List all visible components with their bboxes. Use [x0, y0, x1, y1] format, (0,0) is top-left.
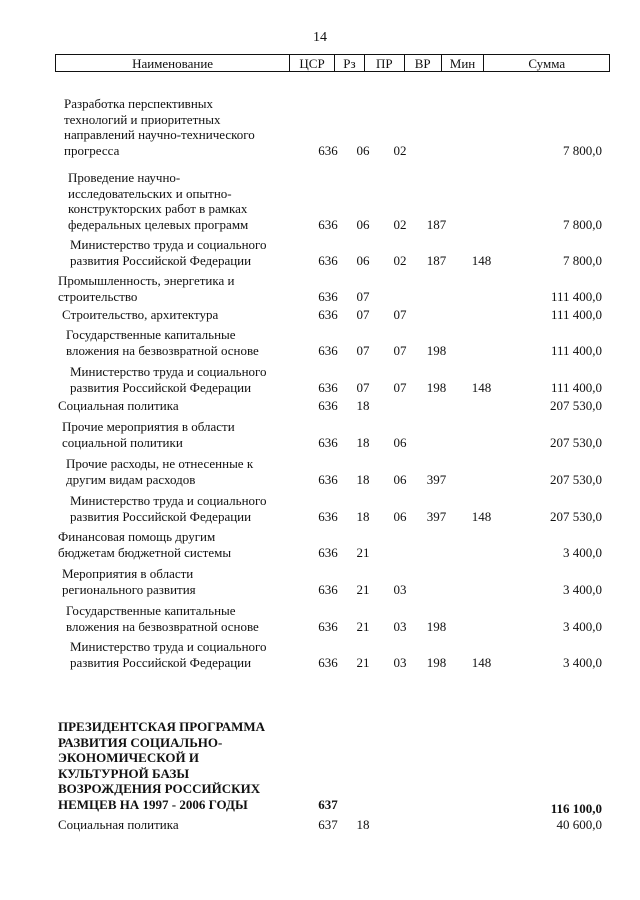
cell-min: 148	[471, 379, 492, 395]
cell-vr: 198	[426, 379, 447, 395]
table-row	[0, 493, 640, 524]
row-name-line: развития Российской Федерации	[70, 654, 252, 670]
row-name	[58, 529, 298, 560]
cell-sum: 111 400,0	[550, 342, 602, 358]
row-name-line: Финансовая помощь другим	[58, 529, 216, 544]
row-name-line: социальной политики	[62, 434, 183, 450]
row-name	[68, 170, 308, 232]
table-row	[0, 273, 640, 304]
cell-rz: 06	[356, 142, 370, 158]
cell-sum: 207 530,0	[550, 434, 602, 450]
cell-min: 148	[471, 654, 492, 670]
table-row	[0, 96, 640, 158]
cell-csr: 636	[318, 581, 338, 597]
cell-csr: 636	[318, 654, 338, 670]
cell-rz: 18	[356, 471, 370, 487]
row-name-line: ЭКОНОМИЧЕСКОЙ И	[58, 750, 199, 765]
cell-pr: 07	[393, 379, 407, 395]
cell-pr: 07	[393, 306, 407, 322]
cell-csr: 636	[318, 397, 338, 413]
row-name	[66, 456, 306, 487]
cell-csr: 636	[318, 471, 338, 487]
cell-pr: 07	[393, 342, 407, 358]
table-row	[0, 397, 640, 413]
row-name	[62, 419, 302, 450]
cell-vr: 397	[426, 471, 447, 487]
row-name-line: развития Российской Федерации	[70, 252, 252, 268]
table-row	[0, 327, 640, 358]
table-row	[0, 719, 640, 816]
row-name-line: Государственные капитальные	[66, 603, 236, 618]
row-name-line: Промышленность, энергетика и	[58, 273, 235, 288]
row-name	[70, 364, 310, 395]
cell-sum: 207 530,0	[550, 508, 602, 524]
row-name-line: НЕМЦЕВ НА 1997 - 2006 ГОДЫ	[58, 796, 248, 812]
cell-sum: 111 400,0	[550, 306, 602, 322]
row-name-line: бюджетам бюджетной системы	[58, 544, 232, 560]
cell-pr: 03	[393, 618, 407, 634]
cell-sum: 3 400,0	[563, 654, 602, 670]
row-name	[70, 493, 310, 524]
cell-rz: 18	[356, 434, 370, 450]
row-name-line: вложения на безвозвратной основе	[66, 618, 259, 634]
table-row	[0, 566, 640, 597]
cell-rz: 06	[356, 252, 370, 268]
row-name-line: федеральных целевых программ	[68, 216, 249, 232]
cell-pr: 06	[393, 508, 407, 524]
cell-min: 148	[471, 508, 492, 524]
cell-csr: 636	[318, 544, 338, 560]
cell-pr: 02	[393, 142, 407, 158]
table-row	[0, 364, 640, 395]
row-name-line: Строительство, архитектура	[62, 306, 219, 322]
cell-rz: 07	[356, 288, 370, 304]
cell-rz: 06	[356, 216, 370, 232]
row-name-line: Прочие мероприятия в области	[62, 419, 235, 434]
cell-rz: 07	[356, 306, 370, 322]
cell-csr: 636	[318, 618, 338, 634]
cell-sum: 3 400,0	[563, 544, 602, 560]
cell-rz: 21	[356, 544, 370, 560]
row-name-line: регионального развития	[62, 581, 196, 597]
cell-rz: 18	[356, 397, 370, 413]
row-name-line: исследовательских и опытно-	[68, 185, 232, 201]
header-sum: Сумма	[528, 56, 566, 71]
cell-pr: 03	[393, 581, 407, 597]
row-name	[62, 307, 302, 323]
row-name-line: КУЛЬТУРНОЙ БАЗЫ	[58, 765, 190, 781]
cell-vr: 187	[426, 252, 447, 268]
cell-csr: 636	[318, 306, 338, 322]
row-name-line: развития Российской Федерации	[70, 508, 252, 524]
cell-pr: 02	[393, 252, 407, 268]
table-row	[0, 529, 640, 560]
row-name	[70, 237, 310, 268]
row-name-line: Министерство труда и социального	[70, 493, 267, 508]
row-name-line: вложения на безвозвратной основе	[66, 342, 259, 358]
cell-vr: 187	[426, 216, 447, 232]
header-vr: ВР	[405, 55, 442, 71]
table-row	[0, 237, 640, 268]
row-name-line: Социальная политика	[58, 816, 179, 832]
cell-pr: 02	[393, 216, 407, 232]
cell-vr: 397	[426, 508, 447, 524]
row-name-line: Социальная политика	[58, 397, 179, 413]
cell-csr: 636	[318, 142, 338, 158]
cell-csr: 636	[318, 216, 338, 232]
cell-csr: 637	[318, 796, 338, 812]
row-name-line: технологий и приоритетных	[64, 111, 221, 127]
row-name-line: развития Российской Федерации	[70, 379, 252, 395]
cell-vr: 198	[426, 654, 447, 670]
cell-sum: 7 800,0	[563, 252, 602, 268]
row-name	[66, 603, 306, 634]
row-name-line: Министерство труда и социального	[70, 364, 267, 379]
cell-rz: 18	[356, 816, 370, 832]
cell-sum: 111 400,0	[550, 288, 602, 304]
table-row	[0, 306, 640, 322]
header-min: Мин	[442, 55, 485, 71]
cell-sum: 3 400,0	[563, 581, 602, 597]
cell-pr: 06	[393, 434, 407, 450]
row-name-line: ВОЗРОЖДЕНИЯ РОССИЙСКИХ	[58, 781, 261, 796]
table-row	[0, 603, 640, 634]
row-name-line: Министерство труда и социального	[70, 639, 267, 654]
row-name	[58, 817, 298, 833]
cell-vr: 198	[426, 618, 447, 634]
row-name-line: Государственные капитальные	[66, 327, 236, 342]
cell-rz: 21	[356, 618, 370, 634]
row-name-line: другим видам расходов	[66, 471, 196, 487]
cell-sum: 116 100,0	[550, 800, 602, 816]
cell-vr: 198	[426, 342, 447, 358]
row-name	[62, 566, 302, 597]
row-name-line: Министерство труда и социального	[70, 237, 267, 252]
row-name-line: Прочие расходы, не отнесенные к	[66, 456, 254, 471]
table-row	[0, 639, 640, 670]
cell-sum: 3 400,0	[563, 618, 602, 634]
cell-sum: 7 800,0	[563, 142, 602, 158]
table-row	[0, 170, 640, 232]
cell-rz: 07	[356, 379, 370, 395]
row-name	[64, 96, 304, 158]
cell-pr: 06	[393, 471, 407, 487]
cell-csr: 636	[318, 342, 338, 358]
cell-rz: 21	[356, 654, 370, 670]
cell-min: 148	[471, 252, 492, 268]
header-rz: Рз	[335, 55, 365, 71]
row-name-line: Разработка перспективных	[64, 96, 214, 111]
table-row	[0, 816, 640, 832]
table-row	[0, 456, 640, 487]
cell-pr: 03	[393, 654, 407, 670]
cell-rz: 21	[356, 581, 370, 597]
cell-csr: 636	[318, 379, 338, 395]
row-name-line: ПРЕЗИДЕНТСКАЯ ПРОГРАММА	[58, 719, 266, 734]
row-name-line: прогресса	[64, 142, 120, 158]
cell-sum: 207 530,0	[550, 471, 602, 487]
cell-sum: 40 600,0	[556, 816, 602, 832]
row-name	[58, 398, 298, 414]
row-name	[58, 719, 298, 812]
cell-sum: 7 800,0	[563, 216, 602, 232]
row-name	[58, 273, 298, 304]
row-name-line: РАЗВИТИЯ СОЦИАЛЬНО-	[58, 734, 223, 750]
table-row	[0, 419, 640, 450]
row-name	[70, 639, 310, 670]
cell-rz: 07	[356, 342, 370, 358]
row-name-line: строительство	[58, 288, 138, 304]
row-name-line: Мероприятия в области	[62, 566, 194, 581]
cell-csr: 637	[318, 816, 338, 832]
header-csr: ЦСР	[290, 55, 335, 71]
row-name-line: конструкторских работ в рамках	[68, 201, 248, 216]
cell-csr: 636	[318, 434, 338, 450]
row-name	[66, 327, 306, 358]
cell-csr: 636	[318, 252, 338, 268]
cell-rz: 18	[356, 508, 370, 524]
cell-csr: 636	[318, 288, 338, 304]
header-pr: ПР	[365, 55, 405, 71]
cell-csr: 636	[318, 508, 338, 524]
page-number: 14	[313, 30, 327, 45]
row-name-line: Проведение научно-	[68, 170, 181, 185]
cell-sum: 111 400,0	[550, 379, 602, 395]
cell-sum: 207 530,0	[550, 397, 602, 413]
header-name: Наименование	[56, 55, 290, 71]
row-name-line: направлений научно-технического	[64, 127, 255, 142]
